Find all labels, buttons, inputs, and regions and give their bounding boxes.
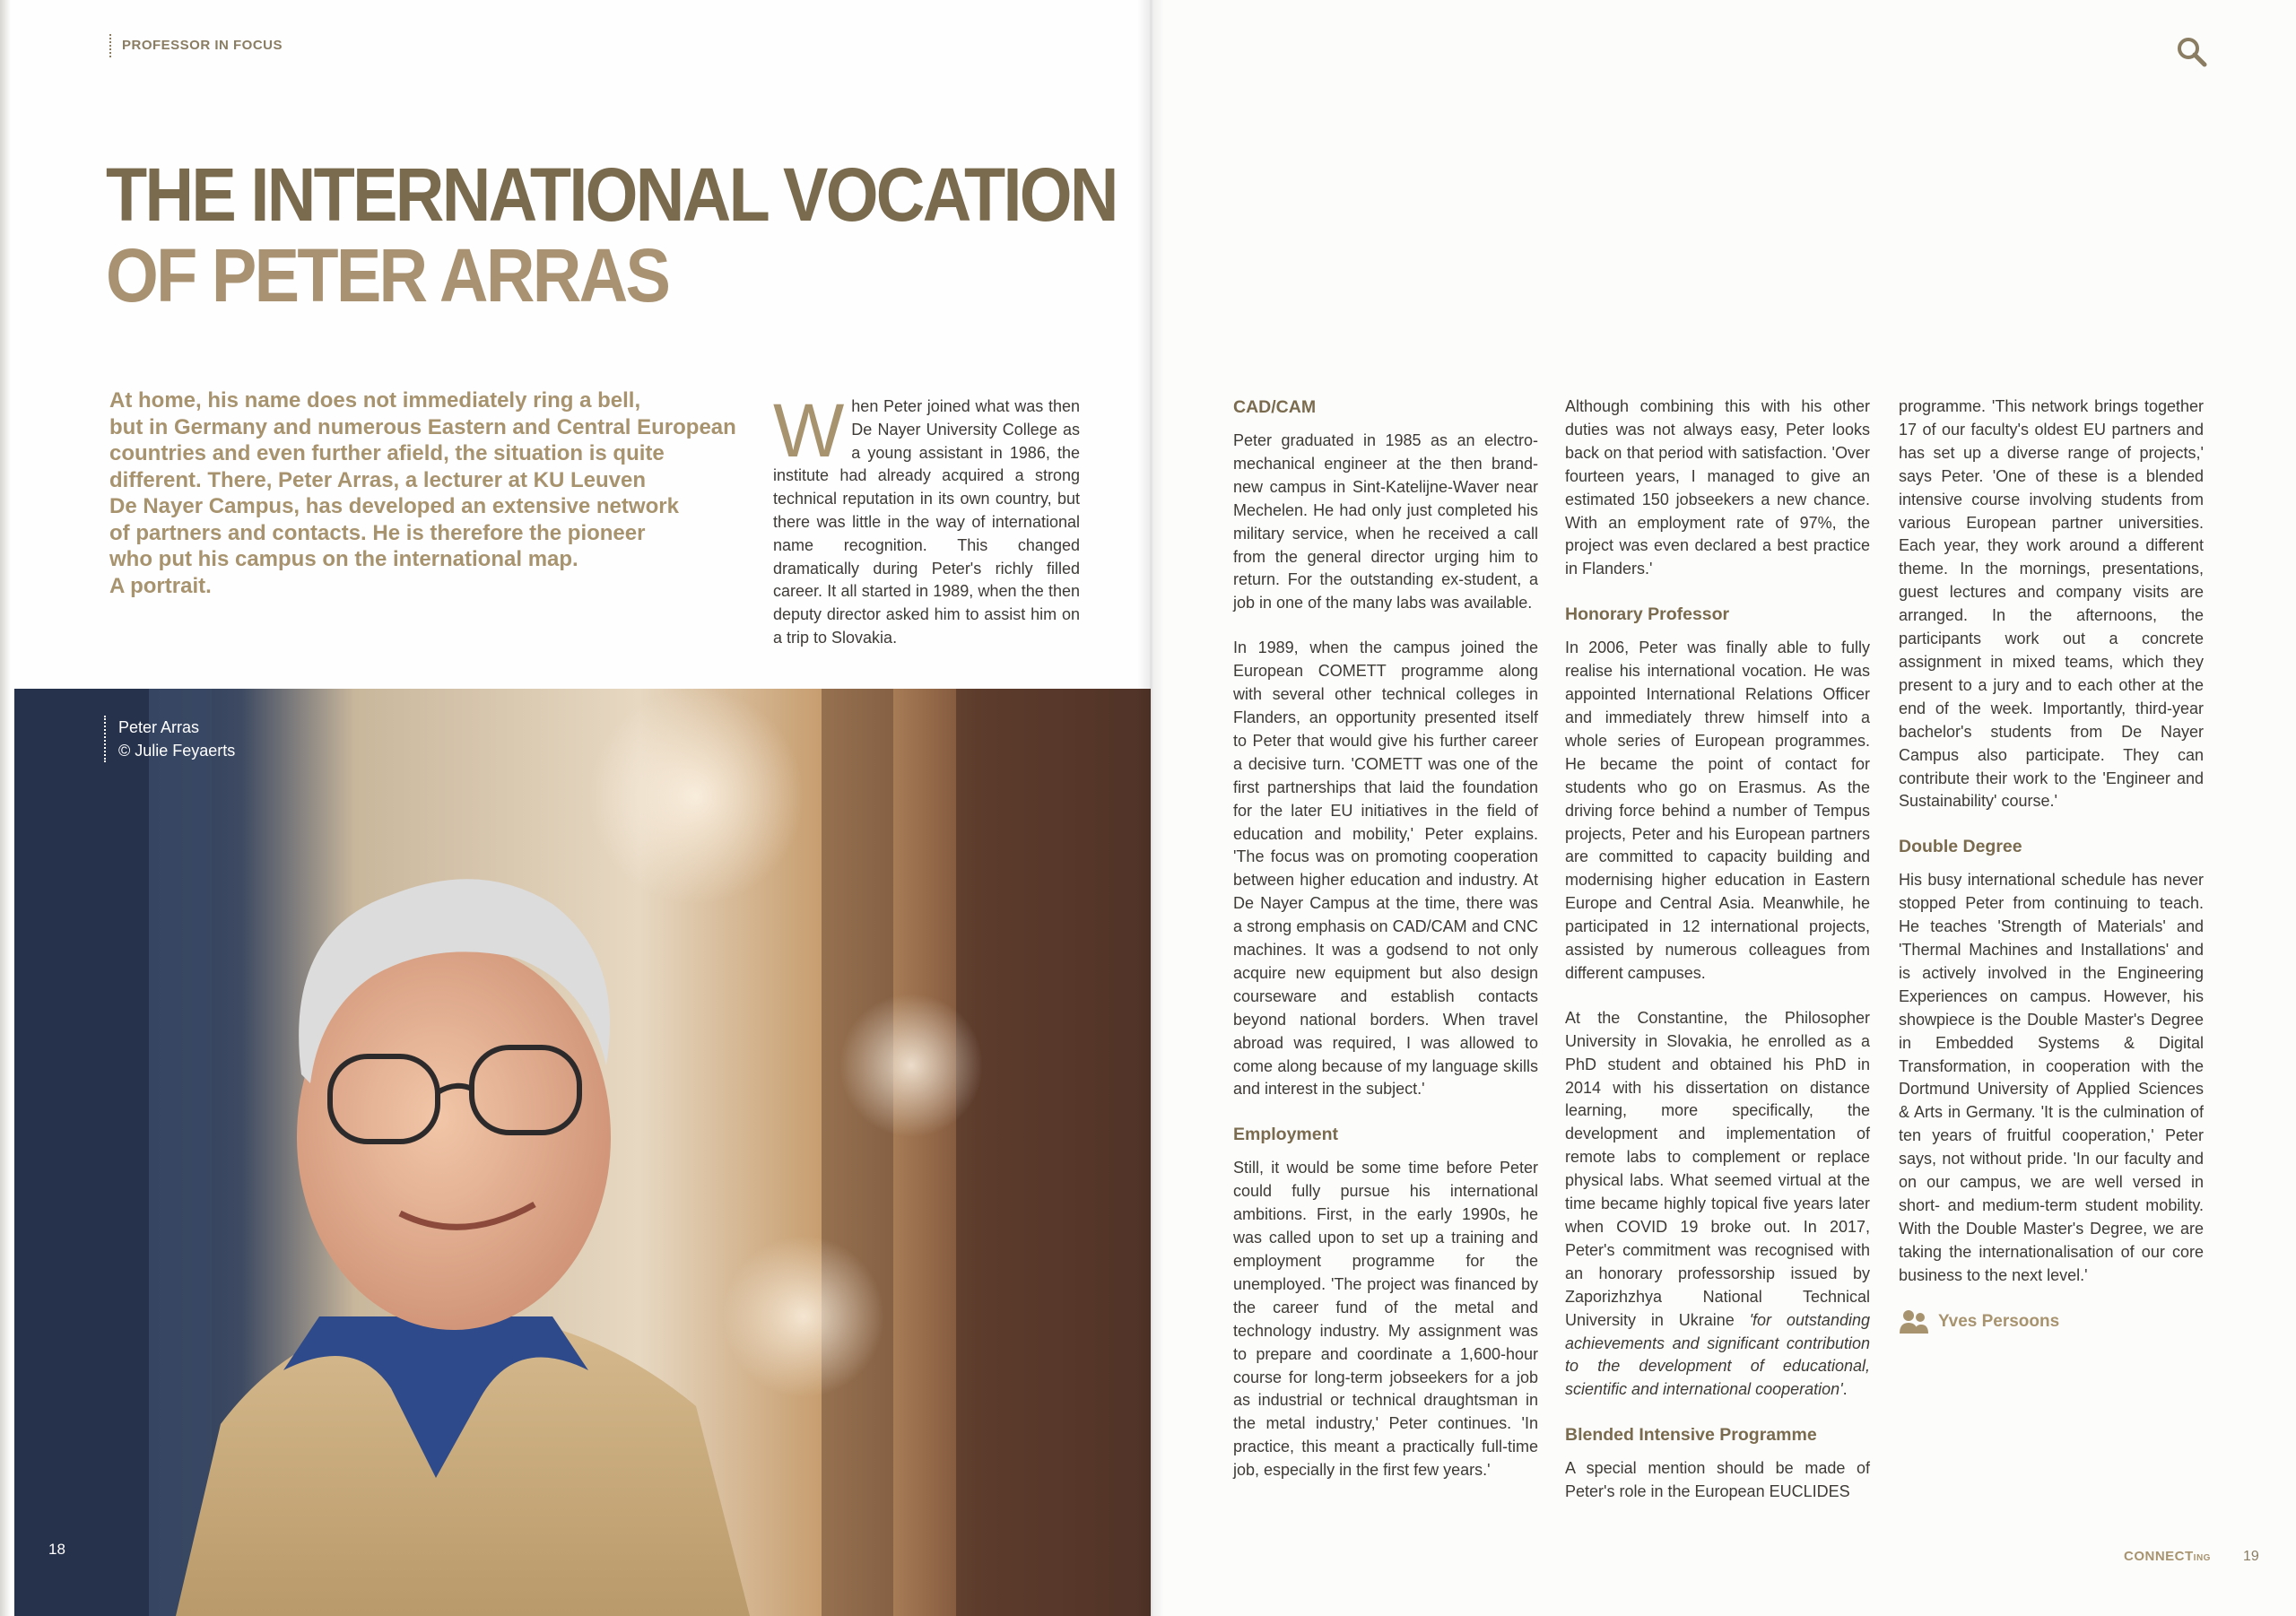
- page-number-right: 19: [2243, 1549, 2259, 1564]
- portrait-illustration: [14, 689, 1151, 1616]
- intro-line: countries and even further afield, the situation is quite: [109, 441, 665, 465]
- search-icon[interactable]: [2176, 36, 2208, 68]
- author-byline: [1899, 1309, 2204, 1334]
- intro-line: but in Germany and numerous Eastern and Central European: [109, 414, 736, 439]
- paragraph: Peter graduated in 1985 as an electro-mechanical engineer at the then brand-new campus in Sint-Katelijne-Waver near Mechelen. He had only just completed his military service, when he received a call from the general director urging him to return. For the outstanding ex-student, a job in one of the many labs was available.: [1233, 431, 1538, 613]
- subheading-blended-intensive-programme: Blended Intensive Programme: [1565, 1425, 1817, 1446]
- right-page: [1151, 0, 2296, 1616]
- drop-cap: W: [773, 388, 845, 473]
- brand-main: CONNECT: [2124, 1549, 2194, 1564]
- intro-paragraph: [109, 387, 755, 599]
- paragraph: A special mention should be made of Peter's role in the European EUCLIDES: [1565, 1459, 1870, 1501]
- title-line-1: THE INTERNATIONAL VOCATION: [106, 152, 1117, 237]
- article-column-2: [1565, 395, 1870, 1525]
- lead-text: hen Peter joined what was then De Nayer University College as a young assistant in 1986, the institute had already acquired a strong technical reputation in its own country, but there was little in the way of international name recognition. This changed dramatically during Peter's richly filled career. It all started in 1989, when the then deputy director asked him to assist him on a trip to Slovakia.: [773, 397, 1080, 647]
- paragraph: In 1989, when the campus joined the European COMETT programme along with several other technical colleges in Flanders, an opportunity presented itself to Peter that would give his further career a decisive turn. 'COMETT was one of the first partnerships that laid the foundation for the later EU initiatives in the field of education and mobility,' Peter explains. 'The focus was on promoting cooperation between higher education and industry. At De Nayer Campus at the time, there was a strong emphasis on CAD/CAM and CNC machines. It was a godsend to not only acquire new equipment but also design courseware and establish contacts beyond national borders. When travel abroad was required, I was allowed to come along because of my language skills and interest in the subject.': [1233, 639, 1538, 1099]
- page-edge-shadow: [0, 0, 11, 1616]
- citation-quote: 'for outstanding achievements and significant contribution to the development of educational, scientific and international cooperation': [1565, 1310, 1870, 1399]
- subheading-honorary-professor: Honorary Professor: [1565, 604, 1730, 625]
- paragraph: In 2006, Peter was finally able to fully realise his international vocation. He was appointed International Relations Officer and immediately threw himself into a whole series of European programmes. He became the point of contact for students who go on Erasmus. As the driving force behind a number of Tempus projects, Peter and his European partners are committed to capacity building and modernising higher education in Eastern Europe and Central Asia. Meanwhile, he participated in 12 international projects, assisted by numerous colleagues from different campuses.: [1565, 639, 1870, 982]
- subheading-employment: Employment: [1233, 1125, 1339, 1145]
- people-icon: [1899, 1309, 1929, 1334]
- spine-shadow: [1137, 0, 1164, 1616]
- brand-suffix: ING: [2193, 1553, 2211, 1563]
- subheading-cad-cam: CAD/CAM: [1233, 397, 1317, 417]
- page-number-left: 18: [48, 1541, 65, 1558]
- intro-line: of partners and contacts. He is therefore the pioneer: [109, 520, 646, 545]
- caption-name: Peter Arras: [118, 718, 200, 736]
- article-title: [106, 154, 1117, 316]
- photo-caption: [104, 716, 235, 762]
- portrait-photo: [14, 689, 1151, 1616]
- lead-paragraph: [773, 388, 1080, 650]
- paragraph-text: At the Constantine, the Philosopher University in Slovakia, he enrolled as a PhD student and obtained his PhD in 2014 with his dissertation on distance learning, more specifically, the development and implementation of remote labs to complement or replace physical labs. What seemed virtual at the time became highly topical five years later when COVID 19 broke out. In 2017, Peter's commitment was recognised with an honorary professorship issued by Zaporizhzhya National Technical University in Ukraine: [1565, 1008, 1870, 1329]
- paragraph: [1565, 1007, 1870, 1402]
- magazine-brand: [2124, 1549, 2211, 1564]
- caption-credit: © Julie Feyaerts: [118, 742, 236, 760]
- paragraph: Although combining this with his other duties was not always easy, Peter looks back on that period with satisfaction. 'Over fourteen years, I managed to give an estimated 150 jobseekers a new chance. With an employment rate of 97%, the project was even declared a best practice in Flanders.': [1565, 397, 1870, 578]
- article-column-3: [1899, 395, 2204, 1334]
- intro-line: different. There, Peter Arras, a lecturer at KU Leuven: [109, 467, 646, 492]
- intro-line: A portrait.: [109, 573, 212, 598]
- paragraph: programme. 'This network brings together 17 of our faculty's oldest EU partners and has set up a diverse range of projects,' says Peter. 'One of these is a blended intensive course involving students from various European partner universities. Each year, they work around a different theme. In the mornings, presentations, guest lectures and company visits are arranged. In the afternoons, the participants work out a concrete assignment in mixed teams, which they present to a jury and to each other at the end of the week. Importantly, third-year bachelor's students from De Nayer Campus also participate. They can contribute their work to the 'Engineer and Sustainability' course.': [1899, 397, 2204, 811]
- paragraph: Still, it would be some time before Peter could fully pursue his international ambitions. First, in the early 1990s, he was called upon to set up a training and employment programme for the unemployed. 'The project was financed by the career fund of the metal and technology industry. My assignment was to prepare and coordinate a 1,600-hour course for long-term jobseekers for a job as industrial or technical draughtsman in the metal industry,' Peter continues. 'In practice, this meant a practically full-time job, especially in the first few years.': [1233, 1159, 1538, 1480]
- subheading-double-degree: Double Degree: [1899, 837, 2022, 857]
- author-name: Yves Persoons: [1938, 1311, 2060, 1331]
- section-tag: PROFESSOR IN FOCUS: [109, 34, 283, 57]
- intro-line: De Nayer Campus, has developed an extensive network: [109, 494, 679, 518]
- article-column-1: [1233, 395, 1538, 1504]
- paragraph: His busy international schedule has never stopped Peter from continuing to teach. He teaches 'Strength of Materials' and 'Thermal Machines and Installations' and is actively involved in the Engineering Experiences on campus. However, his showpiece is the Double Master's Degree in Embedded Systems & Digital Transformation, in cooperation with the Dortmund University of Applied Sciences & Arts in Germany. 'It is the culmination of ten years of fruitful cooperation,' Peter says, not without pride. 'In our faculty and on our campus, we are well versed in short- and medium-term student mobility. With the Double Master's Degree, we are taking the internationalisation of our core business to the next level.': [1899, 871, 2204, 1284]
- intro-line: At home, his name does not immediately ring a bell,: [109, 388, 641, 413]
- paragraph-end: .: [1842, 1380, 1848, 1399]
- title-line-2: OF PETER ARRAS: [106, 233, 669, 317]
- intro-line: who put his campus on the international map.: [109, 547, 578, 571]
